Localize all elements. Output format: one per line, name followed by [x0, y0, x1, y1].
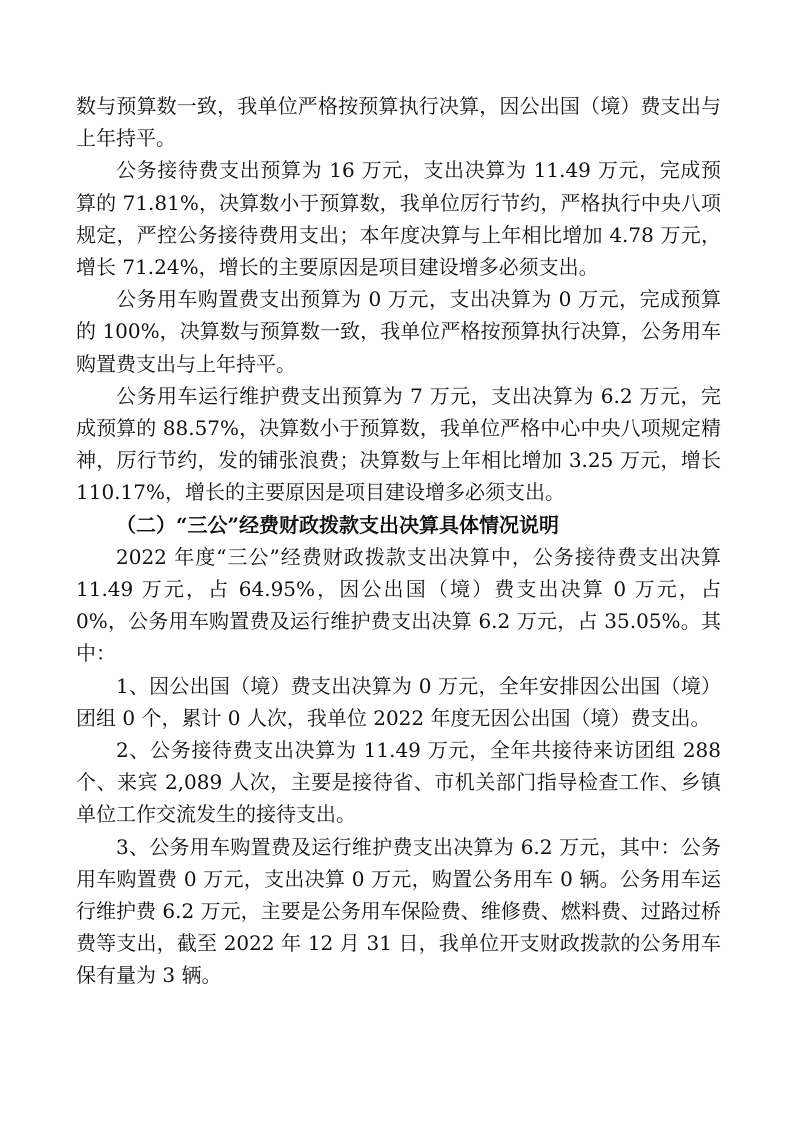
paragraph-reception-expense: 公务接待费支出预算为 16 万元，支出决算为 11.49 万元，完成预算的 71.81%，决算数小于预算数，我单位厉行节约，严格执行中央八项规定，严控公务接待费用支出；本年度决算与上年相比增加 4.78 万元，增长 71.24%，增长的主要原因是项目建设增多必须支出。: [76, 158, 721, 280]
paragraph-item-3: 3、公务用车购置费及运行维护费支出决算为 6.2 万元，其中：公务用车购置费 0 万元，支出决算 0 万元，购置公务用车 0 辆。公务用车运行维护费 6.2 万元，主要是公务用车保险费、维修费、燃料费、过路过桥费等支出，截至 2022 年 12 月 31 日，我单位开支财政拨款的公务用车保有量为 3 辆。: [76, 834, 721, 988]
section-heading: （二）“三公”经费财政拨款支出决算具体情况说明: [116, 512, 560, 537]
document-body: [76, 90, 721, 992]
paragraph-vehicle-purchase: 公务用车购置费支出预算为 0 万元，支出决算为 0 万元，完成预算的 100%，决算数与预算数一致，我单位严格按预算执行决算，公务用车购置费支出与上年持平。: [76, 287, 721, 376]
paragraph-summary: 2022 年度“三公”经费财政拨款支出决算中，公务接待费支出决算 11.49 万元，占 64.95%，因公出国（境）费支出决算 0 万元，占 0%，公务用车购置费及运行维护费支出决算 6.2 万元，占 35.05%。其中：: [76, 544, 721, 666]
paragraph-item-2: 2、公务接待费支出决算为 11.49 万元，全年共接待来访团组 288 个、来宾 2,089 人次，主要是接待省、市机关部门指导检查工作、乡镇单位工作交流发生的接待支出。: [76, 738, 721, 827]
paragraph-vehicle-operation: 公务用车运行维护费支出预算为 7 万元，支出决算为 6.2 万元，完成预算的 88.57%，决算数小于预算数，我单位严格中心中央八项规定精神，厉行节约，发的铺张浪费；决算数与上年相比增加 3.25 万元，增长 110.17%，增长的主要原因是项目建设增多必须支出。: [76, 383, 721, 505]
paragraph-item-1: 1、因公出国（境）费支出决算为 0 万元，全年安排因公出国（境）团组 0 个，累计 0 人次，我单位 2022 年度无因公出国（境）费支出。: [76, 673, 721, 730]
paragraph-continuation: 数与预算数一致，我单位严格按预算执行决算，因公出国（境）费支出与上年持平。: [76, 94, 721, 151]
